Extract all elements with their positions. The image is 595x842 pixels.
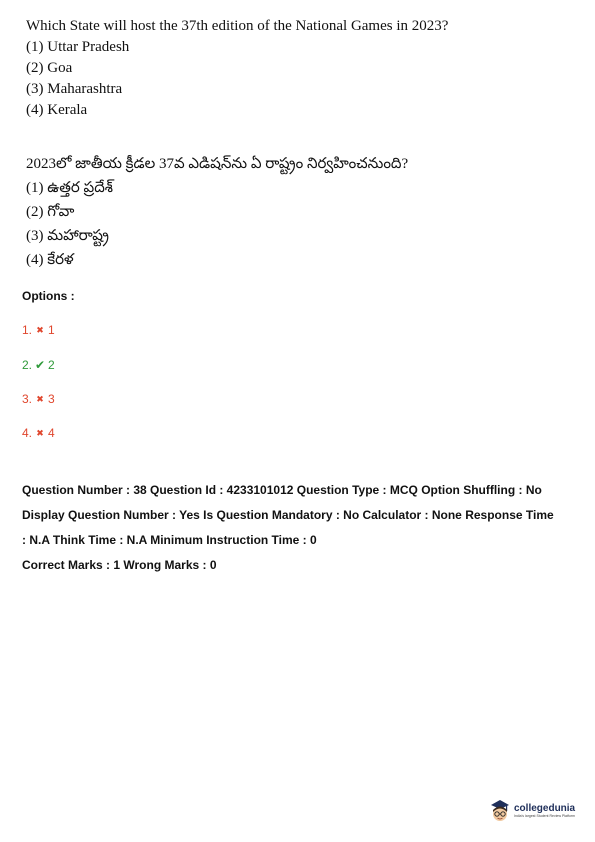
cross-icon: ✖	[36, 324, 44, 335]
student-mascot-icon	[489, 798, 511, 824]
question-option-4: (4) Kerala	[26, 102, 88, 118]
question-option-3-telugu: (3) మహారాష్ట్ర	[26, 228, 109, 244]
answer-option-3	[22, 392, 55, 406]
question-option-2-telugu: (2) గోవా	[26, 204, 75, 220]
answer-option-value: 1	[48, 323, 55, 337]
logo-tagline: India's largest Student Review Platform	[514, 814, 575, 818]
question-option-1-telugu: (1) ఉత్తర ప్రదేశ్	[26, 180, 114, 196]
answer-option-number: 1.	[22, 323, 33, 337]
question-metadata	[22, 478, 582, 578]
cross-icon: ✖	[36, 393, 44, 404]
logo-name: collegedunia	[514, 803, 576, 814]
check-icon: ✔	[35, 358, 46, 372]
answer-option-value: 2	[48, 358, 55, 372]
answer-option-number: 4.	[22, 426, 33, 440]
metadata-line-1: Question Number : 38 Question Id : 4233101012 Question Type : MCQ Option Shuffling : No	[22, 483, 542, 497]
question-text: Which State will host the 37th edition of the National Games in 2023?	[26, 18, 449, 34]
question-option-4-telugu: (4) కేరళ	[26, 252, 74, 268]
answer-option-1	[22, 323, 55, 337]
answer-option-value: 3	[48, 392, 55, 406]
answer-option-2	[22, 358, 55, 372]
answer-option-4	[22, 426, 55, 440]
question-english	[26, 16, 566, 121]
metadata-line-4: Correct Marks : 1 Wrong Marks : 0	[22, 558, 217, 572]
question-option-1: (1) Uttar Pradesh	[26, 39, 130, 55]
cross-icon: ✖	[36, 427, 44, 438]
metadata-line-3: : N.A Think Time : N.A Minimum Instruction Time : 0	[22, 533, 317, 547]
metadata-line-2: Display Question Number : Yes Is Question Mandatory : No Calculator : None Response Time	[22, 508, 554, 522]
answer-option-number: 2.	[22, 358, 33, 372]
answer-option-number: 3.	[22, 392, 33, 406]
question-text-telugu: 2023లో జాతీయ క్రీడల 37వ ఎడిషన్‌ను ఏ రాష్ట్రం నిర్వహించనుంది?	[26, 156, 409, 172]
answer-option-value: 4	[48, 426, 55, 440]
options-heading: Options :	[22, 289, 75, 303]
question-option-3: (3) Maharashtra	[26, 81, 123, 97]
question-option-2: (2) Goa	[26, 60, 73, 76]
question-telugu	[26, 152, 566, 272]
collegedunia-logo	[489, 798, 575, 824]
